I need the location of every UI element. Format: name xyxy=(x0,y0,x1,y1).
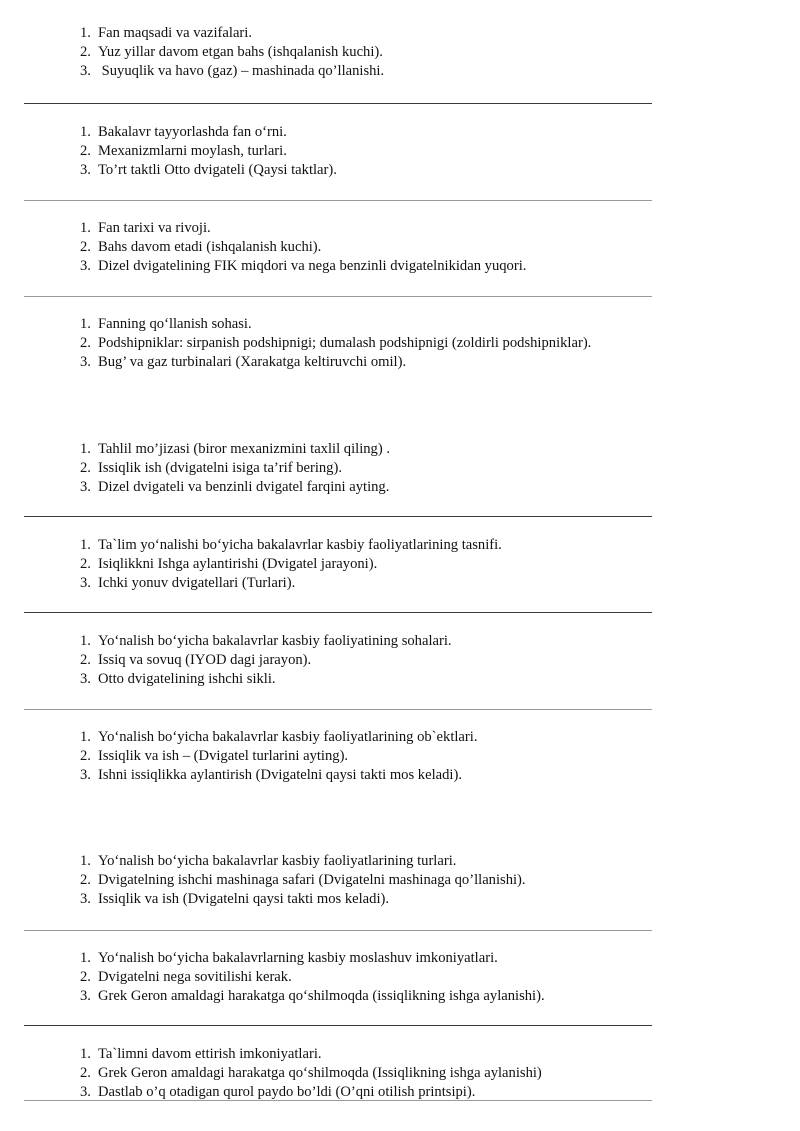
list-item: 3. Ichki yonuv dvigatellari (Turlari). xyxy=(80,575,296,591)
list-item: 1. Fan tarixi va rivoji. xyxy=(80,220,211,236)
list-item: 3. Dizel dvigatelining FIK miqdori va nega benzinli dvigatelnikidan yuqori. xyxy=(80,258,527,274)
question-set-2 xyxy=(0,123,800,180)
list-item: 2. Bahs davom etadi (ishqalanish kuchi). xyxy=(80,239,322,255)
question-set-4 xyxy=(0,315,800,372)
list-item: 1. Yo‘nalish bo‘yicha bakalavrlar kasbiy faoliyatining sohalari. xyxy=(80,633,452,649)
question-set-3 xyxy=(0,219,800,276)
divider xyxy=(24,1025,652,1026)
list-item: 1. Fan maqsadi va vazifalari. xyxy=(80,25,252,41)
list-item: 3. Dastlab o’q otadigan qurol paydo bo’ldi (O’qni otilish printsipi). xyxy=(80,1084,476,1100)
list-item: 1. Yo‘nalish bo‘yicha bakalavrlarning kasbiy moslashuv imkoniyatlari. xyxy=(80,950,498,966)
list-item: 2. Mexanizmlarni moylash, turlari. xyxy=(80,143,287,159)
question-set-10 xyxy=(0,949,800,1006)
list-item: 1. Fanning qo‘llanish sohasi. xyxy=(80,316,252,332)
list-item: 2. Issiq va sovuq (IYOD dagi jarayon). xyxy=(80,652,312,668)
question-set-9 xyxy=(0,852,800,909)
list-item: 3. Bug’ va gaz turbinalari (Xarakatga keltiruvchi omil). xyxy=(80,354,407,370)
list-item: 1. Ta`limni davom ettirish imkoniyatlari. xyxy=(80,1046,322,1062)
list-item: 2. Issiqlik va ish – (Dvigatel turlarini ayting). xyxy=(80,748,349,764)
list-item: 2. Isiqlikkni Ishga aylantirishi (Dvigatel jarayoni). xyxy=(80,556,378,572)
divider xyxy=(24,200,652,201)
list-item: 2. Dvigatelni nega sovitilishi kerak. xyxy=(80,969,292,985)
list-item: 3. Dizel dvigateli va benzinli dvigatel farqini ayting. xyxy=(80,479,390,495)
divider xyxy=(24,103,652,104)
list-item: 1. Bakalavr tayyorlashda fan o‘rni. xyxy=(80,124,287,140)
divider xyxy=(24,709,652,710)
list-item: 1. Ta`lim yo‘nalishi bo‘yicha bakalavrlar kasbiy faoliyatlarining tasnifi. xyxy=(80,537,502,553)
list-item: 3. Suyuqlik va havo (gaz) – mashinada qo’llanishi. xyxy=(80,63,385,79)
list-item: 1. Yo‘nalish bo‘yicha bakalavrlar kasbiy faoliyatlarining ob`ektlari. xyxy=(80,729,478,745)
question-set-1 xyxy=(0,24,800,81)
question-set-5 xyxy=(0,440,800,497)
question-set-6 xyxy=(0,536,800,593)
question-set-7 xyxy=(0,632,800,689)
list-item: 3. Ishni issiqlikka aylantirish (Dvigatelni qaysi takti mos keladi). xyxy=(80,767,462,783)
list-item: 3. Issiqlik va ish (Dvigatelni qaysi takti mos keladi). xyxy=(80,891,390,907)
list-item: 2. Yuz yillar davom etgan bahs (ishqalanish kuchi). xyxy=(80,44,383,60)
list-item: 2. Issiqlik ish (dvigatelni isiga ta’rif bering). xyxy=(80,460,342,476)
list-item: 2. Dvigatelning ishchi mashinaga safari (Dvigatelni mashinaga qo’llanishi). xyxy=(80,872,526,888)
divider xyxy=(24,612,652,613)
divider xyxy=(24,516,652,517)
list-item: 2. Grek Geron amaldagi harakatga qo‘shilmoqda (Issiqlikning ishga aylanishi) xyxy=(80,1065,542,1081)
list-item: 2. Podshipniklar: sirpanish podshipnigi; dumalash podshipnigi (zoldirli podshipniklar). xyxy=(80,335,592,351)
divider xyxy=(24,930,652,931)
list-item: 3. Grek Geron amaldagi harakatga qo‘shilmoqda (issiqlikning ishga aylanishi). xyxy=(80,988,545,1004)
list-item: 1. Tahlil mo’jizasi (biror mexanizmini taxlil qiling) . xyxy=(80,441,391,457)
divider xyxy=(24,1100,652,1101)
question-set-8 xyxy=(0,728,800,785)
question-set-11 xyxy=(0,1045,800,1102)
list-item: 3. To’rt taktli Otto dvigateli (Qaysi taktlar). xyxy=(80,162,337,178)
list-item: 1. Yo‘nalish bo‘yicha bakalavrlar kasbiy faoliyatlarining turlari. xyxy=(80,853,457,869)
divider xyxy=(24,296,652,297)
list-item: 3. Otto dvigatelining ishchi sikli. xyxy=(80,671,276,687)
